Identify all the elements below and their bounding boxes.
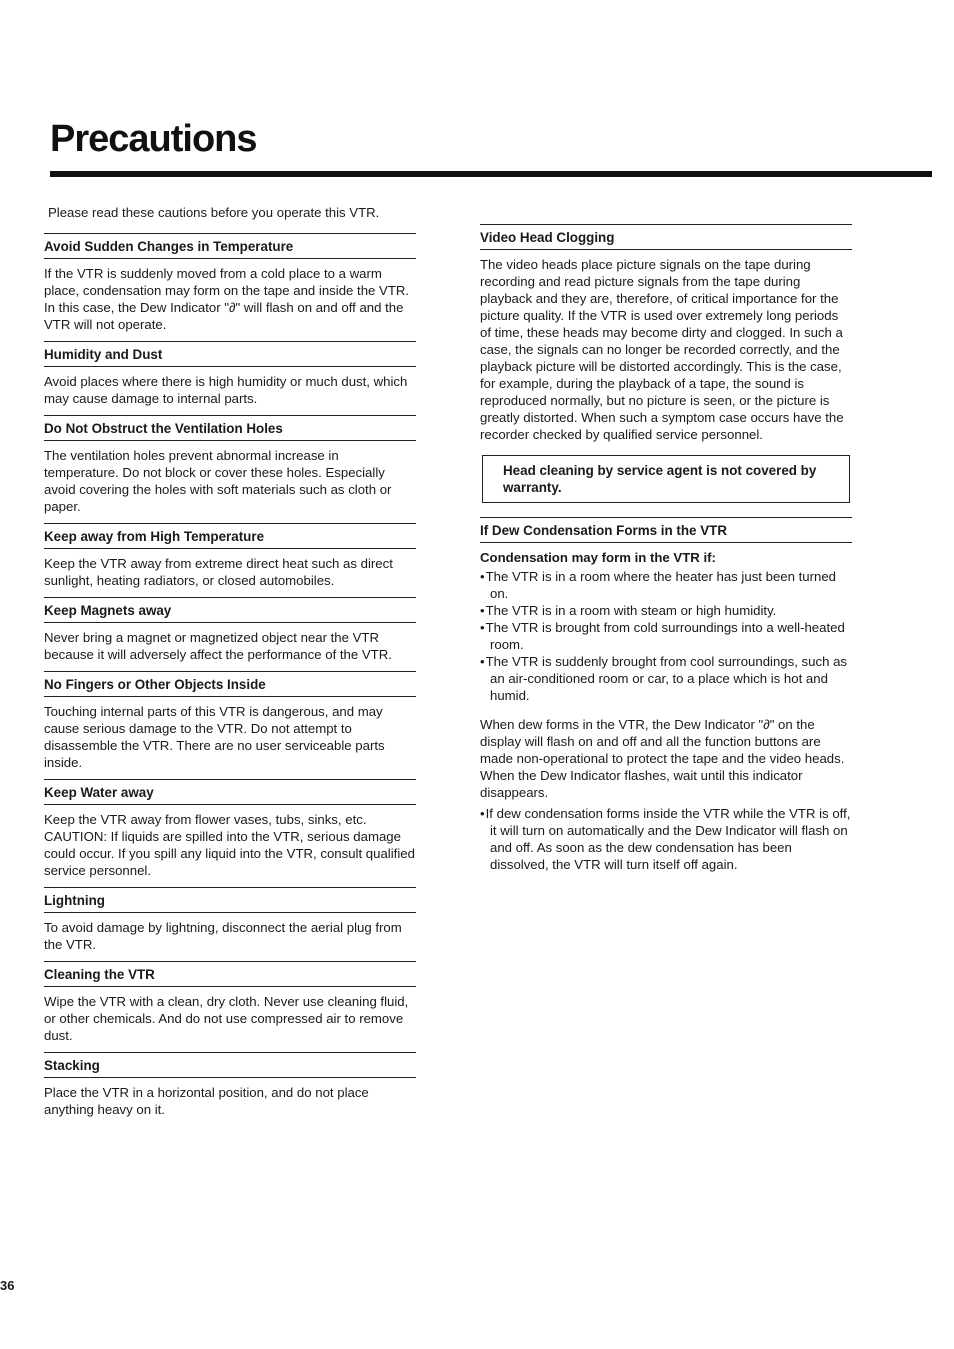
section-body: Keep the VTR away from extreme direct heat such as direct sunlight, heating radiators, or closed automobiles. — [44, 556, 393, 588]
section-body: Never bring a magnet or magnetized object near the VTR because it will adversely affect the performance of the VTR. — [44, 630, 392, 662]
warranty-warning-box: Head cleaning by service agent is not covered by warranty. — [482, 455, 850, 503]
section-heading: Humidity and Dust — [44, 341, 416, 367]
list-item: • The VTR is in a room where the heater has just been turned on. — [480, 568, 852, 602]
section-heading: Do Not Obstruct the Ventilation Holes — [44, 415, 416, 441]
section-humidity-dust — [44, 341, 416, 407]
list-item: • If dew condensation forms inside the VTR while the VTR is off, it will turn on automatically and the Dew Indicator will flash on and off. As soon as the dew condensation has been dissolved, the VTR will turn itself off again. — [480, 805, 852, 873]
section-heading: Keep away from High Temperature — [44, 523, 416, 549]
section-heading: Cleaning the VTR — [44, 961, 416, 987]
section-body: To avoid damage by lightning, disconnect the aerial plug from the VTR. — [44, 920, 402, 952]
section-dew-condensation — [480, 517, 852, 873]
section-body: Avoid places where there is high humidity or much dust, which may cause damage to internal parts. — [44, 374, 408, 406]
dew-subheading: Condensation may form in the VTR if: — [480, 550, 716, 565]
section-heading: Video Head Clogging — [480, 224, 852, 250]
section-heading: Lightning — [44, 887, 416, 913]
title-rule — [50, 171, 932, 177]
section-body: Keep the VTR away from flower vases, tubs, sinks, etc. CAUTION: If liquids are spilled into the VTR, serious damage could occur. If you spill any liquid into the VTR, consult qualified service personnel. — [44, 812, 415, 878]
section-body: If the VTR is suddenly moved from a cold place to a warm place, condensation may form on the tape and inside the VTR. In this case, the Dew Indicator "∂" will flash on and off and the VTR will not operate. — [44, 266, 410, 332]
dew-paragraph: When dew forms in the VTR, the Dew Indicator "∂" on the display will flash on and off and all the function buttons are made non-operational to protect the tape and the video heads. When the Dew Indicator flashes, wait until this indicator disappears. — [480, 717, 845, 800]
section-body: Place the VTR in a horizontal position, and do not place anything heavy on it. — [44, 1085, 369, 1117]
right-column — [480, 224, 852, 885]
section-fingers — [44, 671, 416, 771]
left-column — [44, 204, 416, 1126]
page-title: Precautions — [50, 118, 257, 160]
section-stacking — [44, 1052, 416, 1118]
list-item: • The VTR is brought from cold surroundings into a well-heated room. — [480, 619, 852, 653]
section-heading: Keep Water away — [44, 779, 416, 805]
section-high-temperature — [44, 523, 416, 589]
section-body: The video heads place picture signals on the tape during recording and read picture signals from the tape during playback and they are, therefore, of critical importance for the picture quality. If the VTR is used over extremely long periods of time, these heads may become dirty and clogged. In such a case, the signals can no longer be recorded correctly, and the playback picture will be distorted accordingly. This is the case, for example, during the playback of a tape, the sound is reproduced normally, but no picture is seen, or the picture is greatly distorted. When such a symptom case occurs have the recorder checked by qualified service personnel. — [480, 257, 844, 442]
list-item: • The VTR is suddenly brought from cool surroundings, such as an air-conditioned room or car, to a place which is hot and humid. — [480, 653, 852, 704]
section-heading: If Dew Condensation Forms in the VTR — [480, 517, 852, 543]
section-heading: Stacking — [44, 1052, 416, 1078]
intro-text: Please read these cautions before you operate this VTR. — [48, 205, 380, 220]
section-body: The ventilation holes prevent abnormal increase in temperature. Do not block or cover these holes. Especially avoid covering the holes with soft materials such as cloth or paper. — [44, 448, 392, 514]
section-water — [44, 779, 416, 879]
section-magnets — [44, 597, 416, 663]
dew-final-list — [480, 805, 852, 873]
section-cleaning — [44, 961, 416, 1044]
section-lightning — [44, 887, 416, 953]
section-video-head — [480, 224, 852, 443]
section-heading: Avoid Sudden Changes in Temperature — [44, 233, 416, 259]
list-item: • The VTR is in a room with steam or high humidity. — [480, 602, 852, 619]
section-body: Touching internal parts of this VTR is dangerous, and may cause serious damage to the VTR. Do not attempt to disassemble the VTR. There are no user serviceable parts inside. — [44, 704, 385, 770]
section-body: Wipe the VTR with a clean, dry cloth. Never use cleaning fluid, or other chemicals. And do not use compressed air to remove dust. — [44, 994, 409, 1043]
section-ventilation — [44, 415, 416, 515]
dew-bullet-list — [480, 568, 852, 704]
section-temperature-change — [44, 233, 416, 333]
page-number: 36 — [0, 1278, 15, 1293]
section-heading: No Fingers or Other Objects Inside — [44, 671, 416, 697]
section-heading: Keep Magnets away — [44, 597, 416, 623]
